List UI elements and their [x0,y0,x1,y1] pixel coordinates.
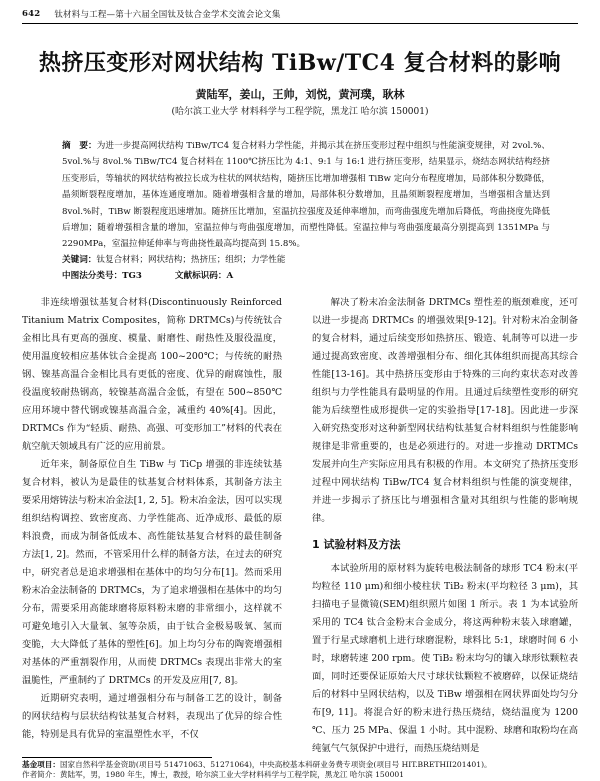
footnote-text: 国家自然科学基金资助(项目号 51471063、51271064)，中央高校基本科研业务费专项资金(项目号 HIT.BRETHII201401)。 [59,760,492,769]
body-paragraph: 近期研究表明，通过增强相分布与制备工艺的设计，制备的网状结构与层状结构钛基复合材料，表现出了优异的综合性能，特别是具有优异的室温塑性水平，不仅 [22,693,282,740]
running-header [22,6,578,22]
abstract [62,138,550,253]
running-title: 钛材料与工程—第十六届全国钛及钛合金学术交流会论文集 [54,10,281,20]
author-list: 黄陆军，姜山，王帅，刘悦，黄河璞，耿林 [195,88,405,101]
header-rule [22,23,578,24]
keywords-label: 关键词： [62,255,97,265]
abstract-label: 摘 要： [62,141,97,151]
body-paragraph: 解决了粉末冶金法制备 DRTMCs 塑性差的瓶颈难度，还可以进一步提高 DRTMCs 的增强效果[9-12]。针对粉末冶金制备的复合材料，通过后续变形如热挤压、锻造、轧制等可以进一步通过提高致密度、改善增强相分布、细化其体组织而提高其综合性能[13-16]。其中热挤压变形由于特殊的三向约束状态对改善组织与力学性能具有最明显的作用。且通过后续塑性变形的研究能为后续塑性成形提供一定的实验指导[17-18]。因此进一步深入研究热变形对这种新型网状结构钛基复合材料组织与性能影响规律是非常重要的，也是必须进行的。对进一步推动 DRTMCs 发展并向生产实际应用具有积极的作用。本文研究了热挤压变形过程中网状结构 TiBw/TC4 复合材料组织与性能的演变规律，并进一步揭示了挤压比与增强相含量对其组织与性能的影响规律。 [312,297,578,524]
keywords [62,252,550,268]
abstract-text: 为进一步提高网状结构 TiBw/TC4 复合材料力学性能，并揭示其在挤压变形过程中组织与性能演变规律，对 2vol.%、5vol.%与 8vol.% TiBw/TC4 复合材料在 1100℃挤压比为 4:1、9:1 与 16:1 进行挤压变形，结果显示，烧结态网状结构经挤压变形后，等轴状的网状结构被拉长成为柱状的网状结构，随挤压比增加增强相 TiBw 定向分布程度增加，局部体积分数降低，晶须断裂程度增加，基体连通度增加。随着增强相含量的增加，局部体积分数增加，且晶须断裂程度增加，当增强相含量达到 8vol.%时，TiBw 断裂程度迅速增加。随挤压比增加，室温抗拉强度及延伸率增加，而弯曲强度先增加后降低，弯曲挠度先降低后增加；随着增强相含量的增加，室温拉伸与弯曲强度增加，而塑性降低。室温拉伸与弯曲强度最高分别提高到 1351MPa 与 2290MPa，室温拉伸延伸率与弯曲挠性最高均提高到 15.8%。 [62,141,550,250]
section-heading: 1 试验材料及方法 [312,538,401,551]
right-column [312,294,578,758]
clc-number: 中图法分类号：TG3 [62,271,142,281]
left-column [22,294,282,744]
affiliation: (哈尔滨工业大学 材料科学与工程学院，黑龙江 哈尔滨 150001) [171,107,429,117]
classification-line [62,268,550,284]
footnote [22,760,578,780]
document-code: 文献标识码：A [174,271,234,281]
page-number: 642 [22,9,41,19]
body-paragraph: 本试验所用的原材料为旋转电极法制备的球形 TC4 粉末(平均粒径 110 μm)和细小棱柱状 TiB₂ 粉末(平均粒径 3 μm)，其扫描电子显微镜(SEM)组织照片如图 1 所示。表 1 为本试验所采用的 TC4 钛合金粉末合金成分，将这两种粉末装入球磨罐，置于行星式球磨机上进行球磨混粉，球料比 5:1，球磨时间 6 小时，球磨转速 200 rpm。使 TiB₂ 粉末均匀的镶入球形钛颗粒表面，同时还要保证原始大尺寸球状钛颗粒不被磨碎，以保证烧结后的材料中呈网状结构，以及 TiBw 增强相在网状界面处均匀分布[9, 11]。将混合好的粉末进行热压烧结，烧结温度为 1200 ℃、压力 25 MPa、保温 1 小时。其中混粉、球磨和取粉均在高纯氩气气氛保护中进行，而热压烧结则是 [312,563,578,754]
body-paragraph: 近年来，制备原位自生 TiBw 与 TiCp 增强的非连续钛基复合材料，被认为是最佳的钛基复合材料体系，其制备方法主要采用熔铸法与粉末冶金法[1, 2, 5]。粉末冶金法，因可以实现组织结构调控、致密度高、力学性能高、近净成形、最低的原料浪费，而成为制备低成本、高性能钛基复合材料的最佳制备方法[1, 2]。然而，不管采用什么样的制备方法，在过去的研究中，研究者总是追求增强相在基体中的均匀分布[1]。然而采用粉末冶金法制备的 DRTMCs，为了追求增强相在基体中的均匀分布，需要采用高能球磨将原料粉末磨的非常细小，这样就不可避免地引入大量氧、氢等杂质，由于钛合金极易吸氧、氢而变脆，大大降低了基体的塑性[6]。加上均匀分布的陶瓷增强相对基体的严重割裂作用，从而使 DRTMCs 表现出非常大的室温脆性，严重制约了 DRTMCs 的开发及应用[7, 8]。 [22,459,282,686]
paper-title: 热挤压变形对网状结构 TiBw/TC4 复合材料的影响 [38,50,562,76]
author-bio: 作者简介：黄陆军，男，1980 年生，博士，教授，哈尔滨工业大学材料科学与工程学院，黑龙江 哈尔滨 150001 [22,770,405,779]
footnote-rule [22,757,212,758]
footnote-label: 基金项目： [22,760,60,769]
body-paragraph: 非连续增强钛基复合材料(Discontinuously Reinforced Titanium Matrix Composites，简称 DRTMCs)与传统钛合金相比具有更高的强度、模量、耐磨性、耐热性及服役温度，使用温度较相应基体钛合金提高 100~200℃；与传统的耐热钢、镍基高温合金相比具有更低的密度、优异的耐腐蚀性，服役温度较耐热钢高，较镍基高温合金低，有望在 500~850℃应用环境中替代钢或镍基高温合金，减重约 40%[4]。因此，DRTMCs 作为“轻质、耐热、高强、可变形加工”材料的代表在航空航天领域具有广泛的应用前景。 [22,297,282,452]
keywords-text: 钛复合材料；网状结构；热挤压；组织；力学性能 [96,255,286,265]
